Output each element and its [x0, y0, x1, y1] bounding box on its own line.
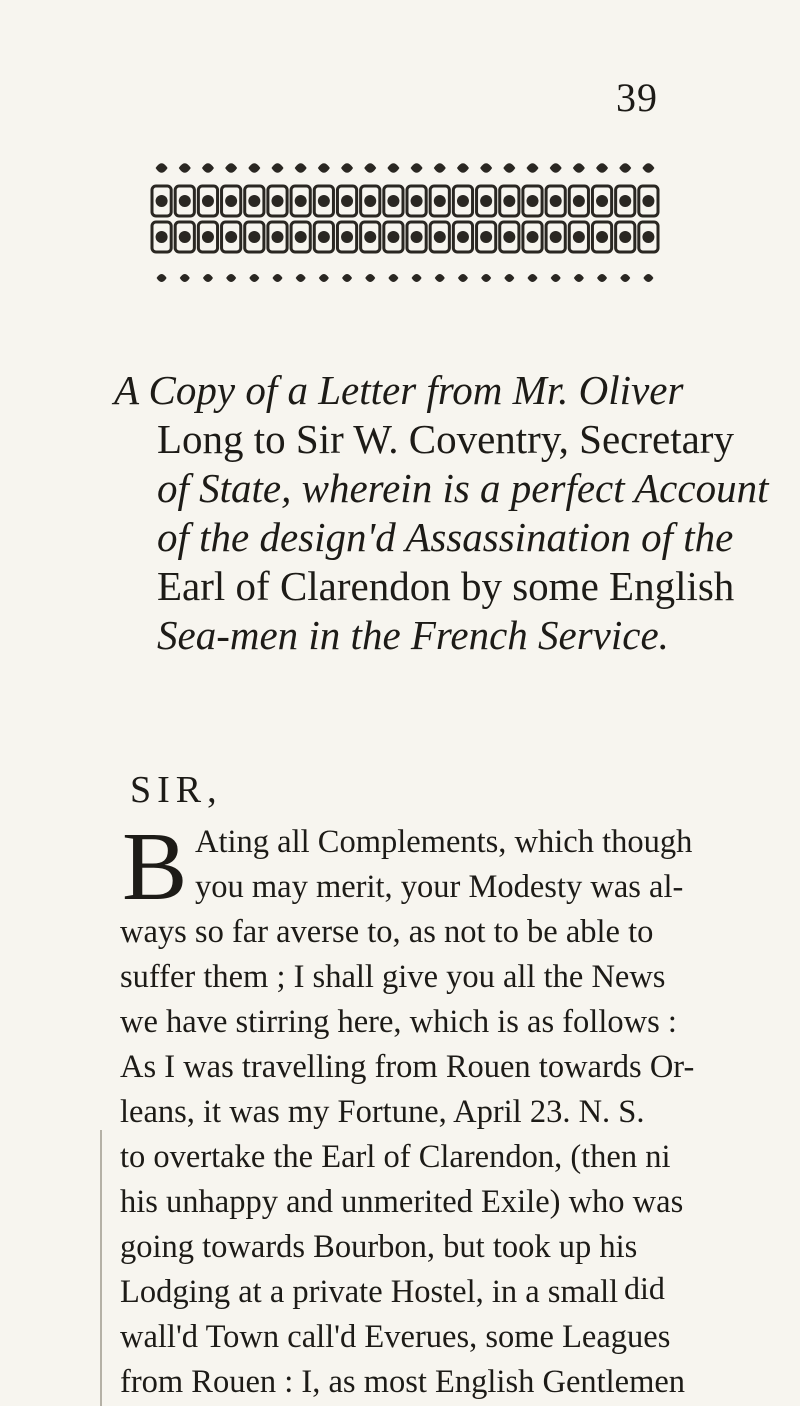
ornament-dot [156, 231, 168, 243]
ornament-fleuron [528, 274, 538, 282]
ornament-fleuron [435, 274, 445, 282]
ornament-dot [318, 231, 330, 243]
drop-cap: B [122, 813, 188, 921]
title-line: of the design'd Assassination of the [157, 514, 734, 560]
ornament-dot [295, 195, 307, 207]
body-line: you may merit, your Modesty was al- [195, 869, 684, 905]
ornament-fleuron [342, 274, 352, 282]
ornament-fleuron [551, 274, 561, 282]
ornament-dot [642, 195, 654, 207]
title-line: Long to Sir W. Coventry, Secretary [157, 416, 734, 462]
ornament-fleuron [574, 274, 584, 282]
ornament-fleuron [619, 163, 631, 173]
ornament-fleuron [503, 163, 515, 173]
body-line: we have stirring here, which is as follows : [120, 1004, 677, 1040]
ornament-dot [434, 195, 446, 207]
ornament-dot [457, 195, 469, 207]
ornament-dot [272, 231, 284, 243]
ornament-dot [480, 195, 492, 207]
ornament-fleuron [481, 274, 491, 282]
ornament-fleuron [573, 163, 585, 173]
ornament-dot [248, 231, 260, 243]
ornament-dot [295, 231, 307, 243]
ornament-fleuron [504, 274, 514, 282]
body-line: suffer them ; I shall give you all the News [120, 959, 666, 995]
ornament-fleuron [620, 274, 630, 282]
ornament-fleuron [596, 163, 608, 173]
ornament-fleuron [179, 163, 191, 173]
ornament-dot [619, 195, 631, 207]
ornament-dot [364, 231, 376, 243]
letter-title [114, 366, 769, 660]
title-line: Earl of Clarendon by some English [157, 563, 735, 609]
ornament-fleuron [296, 274, 306, 282]
body-line: from Rouen : I, as most English Gentlemen [120, 1364, 686, 1400]
ornament-dot [341, 231, 353, 243]
ornament-fleuron [295, 163, 307, 173]
ornament-dot [573, 231, 585, 243]
ornament-fleuron [550, 163, 562, 173]
ornament-fleuron [387, 163, 399, 173]
ornament-dot [527, 231, 539, 243]
ornament-fleuron [364, 163, 376, 173]
margin-shadow [100, 1130, 102, 1406]
ornament-dot [364, 195, 376, 207]
ornament-fleuron [226, 274, 236, 282]
page-number: 39 [616, 75, 658, 120]
ornament-dot [341, 195, 353, 207]
ornament-dot [550, 195, 562, 207]
ornament-dot [480, 231, 492, 243]
ornament-dot [225, 195, 237, 207]
ornament-fleuron [157, 274, 167, 282]
ornament-fleuron [273, 274, 283, 282]
ornament-fleuron [272, 163, 284, 173]
body-line: Ating all Complements, which though [195, 824, 693, 860]
ornament-fleuron [249, 274, 259, 282]
ornament-dot [272, 195, 284, 207]
ornament-dot [179, 195, 191, 207]
ornament-dot [434, 231, 446, 243]
ornament-fleuron [319, 274, 329, 282]
ornament-fleuron [597, 274, 607, 282]
ornament-fleuron [365, 274, 375, 282]
body-line: wall'd Town call'd Everues, some Leagues [120, 1319, 671, 1355]
ornament-fleuron [156, 163, 168, 173]
decorative-headpiece-ornament [150, 160, 660, 300]
ornament-dot [411, 231, 423, 243]
ornament-dot [619, 231, 631, 243]
ornament-fleuron [642, 163, 654, 173]
ornament-fleuron [202, 163, 214, 173]
ornament-dot [550, 231, 562, 243]
ornament-fleuron [458, 274, 468, 282]
ornament-fleuron [318, 163, 330, 173]
body-line: leans, it was my Fortune, April 23. N. S. [120, 1094, 645, 1130]
ornament-fleuron [457, 163, 469, 173]
title-line: A Copy of a Letter from Mr. Oliver [114, 367, 684, 413]
ornament-dot [642, 231, 654, 243]
ornament-fleuron [225, 163, 237, 173]
ornament-fleuron [411, 163, 423, 173]
title-line: Sea-men in the French Service. [157, 612, 669, 658]
ornament-dot [596, 231, 608, 243]
ornament-dot [527, 195, 539, 207]
ornament-dot [179, 231, 191, 243]
ornament-dot [411, 195, 423, 207]
body-line: Lodging at a private Hostel, in a small [120, 1274, 619, 1310]
ornament-fleuron [248, 163, 260, 173]
ornament-dot [202, 195, 214, 207]
ornament-fleuron [527, 163, 539, 173]
title-line: of State, wherein is a perfect Account [157, 465, 769, 511]
ornament-fleuron [480, 163, 492, 173]
catchword: did [624, 1270, 665, 1306]
ornament-fleuron [388, 274, 398, 282]
ornament-dot [202, 231, 214, 243]
body-line: to overtake the Earl of Clarendon, (then ni [120, 1139, 671, 1175]
ornament-dot [457, 231, 469, 243]
ornament-dot [156, 195, 168, 207]
letter-body [120, 813, 695, 1405]
salutation: SIR, [130, 769, 223, 811]
ornament-dot [387, 195, 399, 207]
ornament-fleuron [412, 274, 422, 282]
ornament-fleuron [203, 274, 213, 282]
ornament-dot [318, 195, 330, 207]
ornament-dot [248, 195, 260, 207]
ornament-dot [387, 231, 399, 243]
body-line: going towards Bourbon, but took up his [120, 1229, 638, 1265]
ornament-dot [596, 195, 608, 207]
body-line: ways so far averse to, as not to be able to [120, 914, 654, 950]
ornament-fleuron [341, 163, 353, 173]
ornament-fleuron [434, 163, 446, 173]
ornament-dot [573, 195, 585, 207]
ornament-dot [225, 231, 237, 243]
ornament-fleuron [643, 274, 653, 282]
body-line: As I was travelling from Rouen towards Or- [120, 1049, 695, 1085]
ornament-dot [503, 195, 515, 207]
ornament-dot [503, 231, 515, 243]
body-line: his unhappy and unmerited Exile) who was [120, 1184, 684, 1220]
ornament-fleuron [180, 274, 190, 282]
